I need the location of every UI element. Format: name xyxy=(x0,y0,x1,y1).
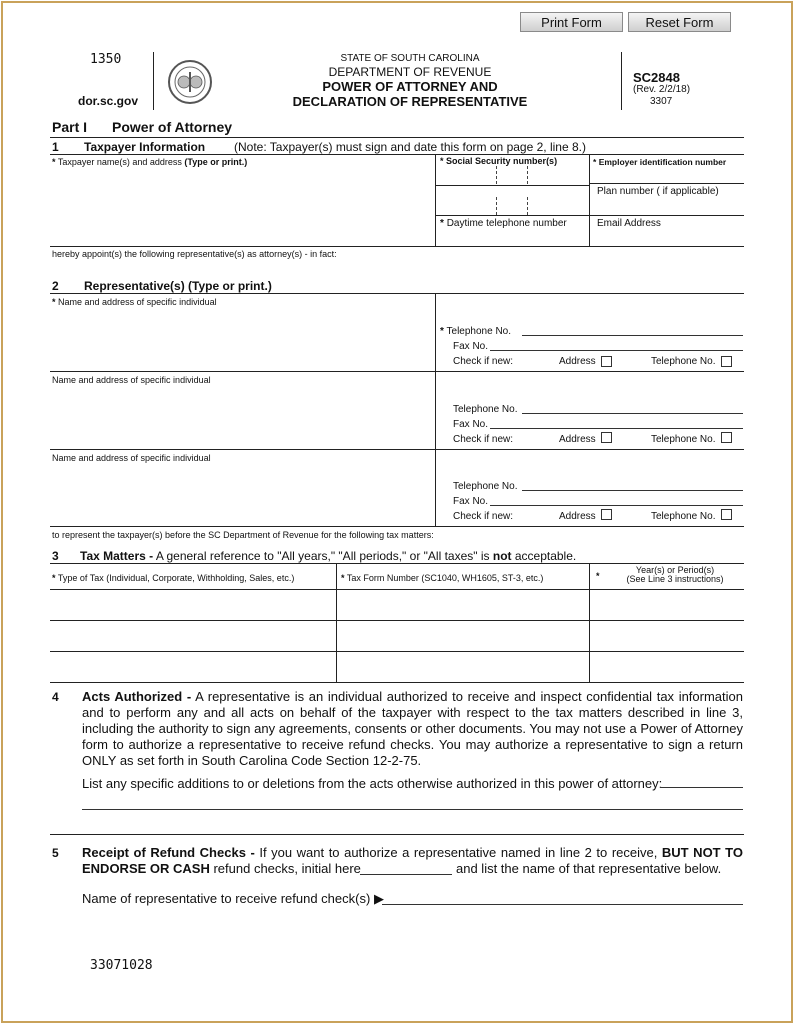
rep2-name-label: Name and address of specific individual xyxy=(52,375,211,385)
tax-table-row xyxy=(50,651,744,652)
section4-bottom-rule xyxy=(50,834,744,835)
refund-rep-label: Name of representative to receive refund check(s) ▶ xyxy=(82,891,384,906)
daytime-phone-label: * Daytime telephone number xyxy=(440,218,567,229)
ssn-separator xyxy=(496,197,497,215)
section4-number: 4 xyxy=(52,690,59,704)
rep1-phone-label: * Telephone No. xyxy=(440,326,512,337)
rep3-address-label: Address xyxy=(559,511,596,522)
tax-table-row xyxy=(50,620,744,621)
acts-list-field-1[interactable] xyxy=(660,787,743,788)
period-header: Year(s) or Period(s) (See Line 3 instructions) xyxy=(626,565,724,584)
section3-rule xyxy=(50,563,744,564)
rep2-phone-label: Telephone No. xyxy=(453,404,518,415)
section5-number: 5 xyxy=(52,846,59,860)
tax-type-header: * Type of Tax (Individual, Corporate, Withholding, Sales, etc.) xyxy=(52,573,295,583)
rep3-telephone-label: Telephone No. xyxy=(651,511,716,522)
website-label: dor.sc.gov xyxy=(78,94,139,108)
rep3-bottom-rule xyxy=(50,526,744,527)
rep1-telephone-checkbox[interactable] xyxy=(721,356,732,367)
period-header-star: * xyxy=(596,571,600,581)
section1-number: 1 xyxy=(52,140,59,154)
refund-list-text: and list the name of that representative below. xyxy=(456,861,722,876)
header-divider-right xyxy=(621,52,622,110)
rep1-name-label: * Name and address of specific individual xyxy=(52,297,217,307)
rep3-fax-field[interactable] xyxy=(490,505,743,506)
state-label: STATE OF SOUTH CAROLINA xyxy=(340,53,480,64)
part-label: Part I xyxy=(52,119,88,135)
rep2-address-label: Address xyxy=(559,434,596,445)
department-label: DEPARTMENT OF REVENUE xyxy=(328,65,492,79)
ssn-separator xyxy=(527,197,528,215)
tax-table-row xyxy=(50,682,744,683)
refund-rep-field[interactable] xyxy=(382,904,743,905)
rep2-telephone-label: Telephone No. xyxy=(651,434,716,445)
rep1-fax-label: Fax No. xyxy=(453,341,489,352)
section2-rule xyxy=(50,293,744,294)
rep2-address-checkbox[interactable] xyxy=(601,432,612,443)
rep3-name-label: Name and address of specific individual xyxy=(52,453,211,463)
tax-table-col-divider xyxy=(589,563,590,682)
form-code: 3307 xyxy=(650,96,673,107)
rep1-telephone-label: Telephone No. xyxy=(651,356,716,367)
header-divider-left xyxy=(153,52,154,110)
section3-number: 3 xyxy=(52,549,59,563)
rep1-phone-field[interactable] xyxy=(522,335,743,336)
form-number: SC2848 xyxy=(633,70,680,85)
rep3-address-checkbox[interactable] xyxy=(601,509,612,520)
ssn-separator xyxy=(496,166,497,184)
rep3-phone-label: Telephone No. xyxy=(453,481,518,492)
section2-title: Representative(s) (Type or print.) xyxy=(84,279,272,293)
section1-bottom-rule xyxy=(50,246,744,247)
rep1-fax-field[interactable] xyxy=(490,350,743,351)
taxpayer-name-label: * Taxpayer name(s) and address (Type or print.) xyxy=(52,157,248,167)
rep3-telephone-checkbox[interactable] xyxy=(721,509,732,520)
rep2-fax-label: Fax No. xyxy=(453,419,489,430)
form-title-line1: POWER OF ATTORNEY AND xyxy=(322,79,498,94)
section1-note: (Note: Taxpayer(s) must sign and date this form on page 2, line 8.) xyxy=(234,140,586,154)
footer-code: 33071028 xyxy=(90,958,153,973)
part-rule xyxy=(50,137,744,138)
state-seal-icon xyxy=(168,60,212,104)
acts-list-field-2[interactable] xyxy=(82,809,743,810)
refund-initial-field[interactable] xyxy=(360,874,452,875)
rep2-bottom-rule xyxy=(50,449,744,450)
refund-checks-text: Receipt of Refund Checks - If you want to authorize a representative named in line 2 to receive, BUT NOT TO ENDORSE OR CASH refund checks, initial here xyxy=(82,845,743,876)
acts-list-label: List any specific additions to or deletions from the acts otherwise authorized in this power of attorney: xyxy=(82,776,663,791)
section1-divider-2 xyxy=(589,154,590,246)
ein-label: * Employer identification number xyxy=(593,157,727,167)
section3-heading: Tax Matters - A general reference to "All years," "All periods," or "All taxes" is not acceptable. xyxy=(80,549,577,563)
print-form-button[interactable]: Print Form xyxy=(520,12,623,32)
ein-rule xyxy=(590,183,744,184)
email-label: Email Address xyxy=(597,218,661,229)
section1-title: Taxpayer Information xyxy=(84,140,206,154)
rep2-fax-field[interactable] xyxy=(490,428,743,429)
rep2-telephone-checkbox[interactable] xyxy=(721,432,732,443)
section1-divider xyxy=(435,154,436,246)
rep1-check-label: Check if new: xyxy=(453,356,514,367)
plan-number-label: Plan number ( if applicable) xyxy=(597,186,719,197)
section2-number: 2 xyxy=(52,279,59,293)
part-title: Power of Attorney xyxy=(112,119,233,135)
form-title-line2: DECLARATION OF REPRESENTATIVE xyxy=(292,94,528,109)
rep1-address-label: Address xyxy=(559,356,596,367)
section1-rule xyxy=(50,154,744,155)
rep3-phone-field[interactable] xyxy=(522,490,743,491)
rep3-fax-label: Fax No. xyxy=(453,496,489,507)
ssn-rule xyxy=(436,185,589,186)
phone-rule-top xyxy=(436,215,744,216)
rep1-bottom-rule xyxy=(50,371,744,372)
rep1-address-checkbox[interactable] xyxy=(601,356,612,367)
tax-table-col-divider xyxy=(336,563,337,682)
triangle-right-icon: ▶ xyxy=(373,891,384,906)
represent-text: to represent the taxpayer(s) before the SC Department of Revenue for the following tax matters: xyxy=(52,530,434,540)
tax-form-header: * Tax Form Number (SC1040, WH1605, ST-3, etc.) xyxy=(341,573,544,583)
rep2-phone-field[interactable] xyxy=(522,413,743,414)
rep2-check-label: Check if new: xyxy=(453,434,514,445)
acts-authorized-text: Acts Authorized - A representative is an individual authorized to receive and inspect confidential tax information and to perform any and all acts on behalf of the taxpayer with respect to the tax matters described in line 3, including the authority to sign any agreements, consents or other documents. You may not use a Power of Attorney form to authorize a representative to receive refund checks. You may authorize a representative to sign a return ONLY as set forth in South Carolina Code Section 12-2-75. xyxy=(82,689,743,768)
revision-date: (Rev. 2/2/18) xyxy=(633,84,691,95)
tax-table-header-rule xyxy=(50,589,744,590)
rep3-check-label: Check if new: xyxy=(453,511,514,522)
ssn-label: * Social Security number(s) xyxy=(440,156,558,166)
appoint-text: hereby appoint(s) the following representative(s) as attorney(s) - in fact: xyxy=(52,249,337,259)
reset-form-button[interactable]: Reset Form xyxy=(628,12,731,32)
section2-divider xyxy=(435,293,436,526)
form-code-left: 1350 xyxy=(90,52,122,67)
ssn-separator xyxy=(527,166,528,184)
